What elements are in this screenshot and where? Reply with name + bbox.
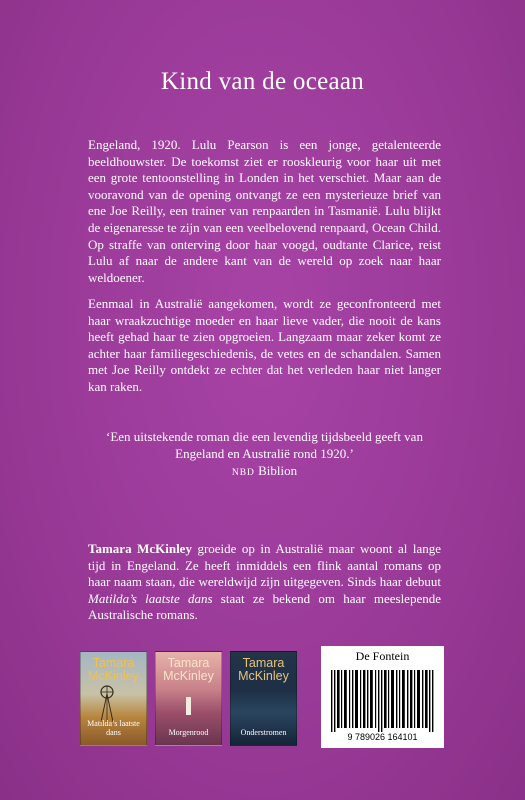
quote-source-name: Biblion — [258, 463, 298, 479]
page-title: Kind van de oceaan — [160, 68, 365, 95]
book-cover-title: Morgenrood — [168, 728, 209, 737]
bio-author-name: Tamara McKinley — [88, 541, 192, 556]
quote-source-abbr: NBD — [231, 468, 255, 479]
book-cover-author: Tamara McKinley — [88, 656, 139, 683]
publisher-name: De Fontein — [355, 649, 410, 663]
book-cover-author: Tamara McKinley — [163, 656, 214, 683]
bio-text-b: staat ze bekend om haar meeslepende Australische romans. — [88, 590, 441, 623]
blurb-paragraph-2: Eenmaal in Australië aangekomen, wordt ze geconfronteerd met haar wraakzuchtige moeder en haar lieve vader, die nooit de kans heeft gehad haar te zien opgroeien. Langzaam maar zeker komt ze achter haar familiegeschiedenis, de vetes en de schandalen. Samen met Joe Reilly ontdekt ze echter dat het verleden haar niet langer kan raken. — [88, 296, 441, 394]
bio-book-title: Matilda’s laatste dans — [88, 590, 213, 606]
quote-source — [88, 463, 441, 482]
bio-text-a: groeide op in Australië maar woont al lange tijd in Engeland. Ze heeft inmiddels een flink aantal romans op haar naam staan, die wereldwijd zijn uitgegeven. Sinds haar debuut — [88, 541, 441, 590]
isbn-number: 9 789026 164101 — [347, 732, 418, 742]
quote-text: ‘Een uitstekende roman die een levendig tijdsbeeld geeft van Engeland en Australië rond 1920.’ — [106, 429, 423, 461]
barcode-icon — [331, 670, 434, 732]
book-cover-title: Onderstromen — [240, 728, 287, 737]
book-cover-2 — [155, 651, 222, 746]
author-bio — [88, 541, 441, 624]
review-quote — [88, 429, 441, 482]
publisher-barcode-box — [321, 646, 444, 748]
windmill-icon — [95, 682, 119, 722]
lighthouse-icon — [186, 697, 191, 715]
book-cover-author: Tamara McKinley — [238, 656, 289, 683]
book-cover-title: Matilda’s laatste dans — [87, 719, 140, 737]
blurb-paragraph-1: Engeland, 1920. Lulu Pearson is een jonge, getalenteerde beeldhouwster. De toekomst ziet er rooskleurig voor haar uit met een grote tentoonstelling in Londen in het verschiet. Maar aan de vooravond van de opening ontvangt ze een mysterieuze brief van ene Joe Reilly, een trainer van renpaarden in Tasmanië. Lulu blijkt de eigenaresse te zijn van een veelbelovend renpaard, Ocean Child. Op straffe van onterving door haar voogd, oudtante Clarice, reist Lulu af naar de andere kant van de wereld op zoek naar haar weldoener. — [88, 137, 441, 285]
book-cover-1 — [80, 651, 147, 746]
book-cover-3 — [230, 651, 297, 746]
